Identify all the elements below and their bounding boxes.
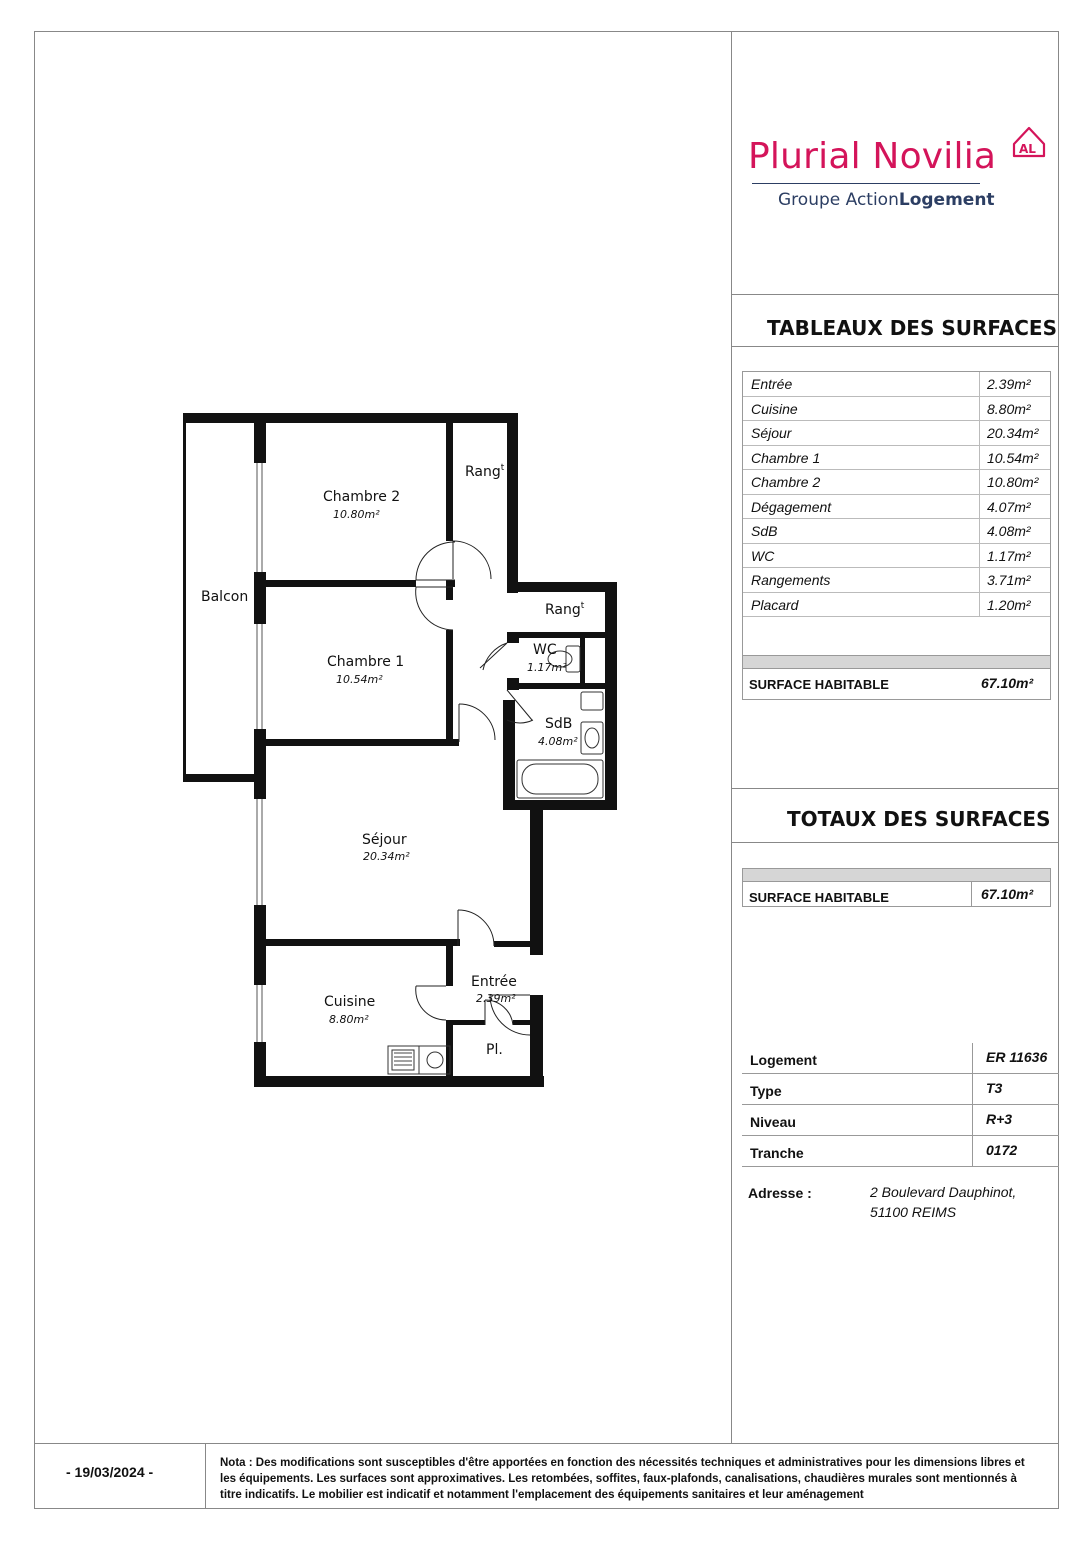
surface-row: [743, 470, 1050, 495]
info-label: Logement: [750, 1052, 817, 1068]
surface-value: 4.07m²: [987, 498, 1031, 515]
wc-label: WC: [533, 642, 557, 658]
sidebar-divider: [731, 31, 732, 1443]
surface-row: [743, 593, 1050, 618]
info-row: [742, 1105, 1059, 1136]
sdb-label: SdB: [545, 716, 573, 732]
surfaces-table: [742, 371, 1051, 700]
totals-table: [742, 868, 1051, 907]
surfaces-gray-band: [743, 656, 1050, 669]
surfaces-title: TABLEAUX DES SURFACES: [767, 316, 1057, 340]
info-value: ER 11636: [986, 1049, 1048, 1065]
footer-note: Nota : Des modifications sont susceptibles d'être apportées en fonction des nécessités techniques et administratives pour les dimensions libres et les équipements. Les surfaces sont approximatives. Les retombées, soffites, faux-plafonds, canalisations, chaudières murales sont mentionnés à titre indicatifs. Le mobilier est indicatif et notamment l'emplacement des équipements sanitaires et leur aménagement: [220, 1457, 1025, 1501]
surface-value: 20.34m²: [987, 425, 1039, 441]
wc-area: 1.17m²: [527, 661, 567, 674]
brand-group-suffix: Logement: [898, 190, 995, 210]
info-label: Tranche: [750, 1145, 804, 1161]
chambre2-label: Chambre 2: [323, 489, 401, 505]
surface-row: [743, 568, 1050, 593]
totals-section-divider: [731, 788, 1059, 789]
totals-row: [743, 882, 1050, 906]
plan-doors: [416, 541, 533, 1035]
surfaces-blank-row: [743, 617, 1050, 656]
totals-title: TOTAUX DES SURFACES: [787, 807, 1051, 831]
surface-row: [743, 397, 1050, 422]
plan-fixtures: [388, 646, 603, 1074]
surface-name: WC: [751, 547, 775, 564]
surface-row: [743, 519, 1050, 544]
info-row: [742, 1043, 1059, 1074]
info-value: R+3: [986, 1111, 1013, 1127]
logo-rule: [752, 183, 980, 184]
surface-name: SdB: [751, 523, 778, 539]
footer-column-divider: [205, 1443, 206, 1509]
info-row: [742, 1074, 1059, 1105]
totals-value: 67.10m²: [981, 886, 1034, 902]
logo-section-divider: [731, 294, 1059, 295]
balcon-label: Balcon: [201, 589, 249, 605]
info-label: Type: [750, 1083, 782, 1099]
address-line2: 51100 REIMS: [870, 1204, 957, 1220]
surface-row: [743, 446, 1050, 471]
surface-name: Placard: [751, 596, 799, 613]
surfaces-total-label: SURFACE HABITABLE: [749, 677, 889, 692]
plan-walls: [183, 413, 617, 1087]
sejour-label: Séjour: [362, 832, 407, 848]
surface-row: [743, 372, 1050, 397]
surfaces-total-row: [743, 669, 1050, 699]
brand-group: [778, 190, 995, 210]
surface-name: Cuisine: [751, 400, 798, 417]
surface-value: 2.39m²: [987, 376, 1031, 392]
surface-name: Entrée: [751, 376, 793, 392]
sdb-area: 4.08m²: [538, 735, 578, 748]
cuisine-area: 8.80m²: [329, 1013, 369, 1026]
brand-logo-text: Plurial Novilia: [748, 136, 997, 177]
entree-label: Entrée: [471, 974, 517, 990]
chambre2-area: 10.80m²: [333, 508, 380, 521]
surface-name: Séjour: [751, 425, 792, 441]
surface-value: 4.08m²: [987, 523, 1031, 539]
entree-area: 2.39m²: [476, 992, 516, 1005]
surface-value: 3.71m²: [987, 572, 1031, 588]
info-value: 0172: [986, 1142, 1018, 1158]
surface-value: 1.20m²: [987, 596, 1031, 613]
plan-sink-grid: [394, 1053, 412, 1065]
totals-gray-band: [743, 869, 1050, 882]
surfaces-total-value: 67.10m²: [981, 675, 1034, 691]
surface-name: Dégagement: [751, 498, 832, 515]
surface-name: Chambre 1: [751, 449, 821, 466]
brand-group-prefix: Groupe Action: [778, 190, 899, 210]
info-value: T3: [986, 1080, 1003, 1096]
logo-mark-text: AL: [1019, 142, 1036, 156]
rangement2-label: Rang$^t$: [545, 601, 585, 618]
chambre1-label: Chambre 1: [327, 654, 405, 670]
footer-divider: [34, 1443, 1059, 1444]
surface-name: Chambre 2: [751, 474, 821, 490]
surface-value: 10.80m²: [987, 474, 1039, 490]
address-line1: 2 Boulevard Dauphinot,: [870, 1184, 1017, 1200]
rangement1-label: Rang$^t$: [465, 463, 505, 480]
surface-row: [743, 544, 1050, 569]
surface-value: 8.80m²: [987, 400, 1031, 417]
surfaces-title-divider: [731, 346, 1059, 347]
housing-info-table: [742, 1043, 1059, 1167]
address-label: Adresse :: [748, 1185, 812, 1201]
surface-value: 10.54m²: [987, 449, 1039, 466]
plan-date: - 19/03/2024 -: [66, 1464, 154, 1480]
totals-label: SURFACE HABITABLE: [749, 890, 889, 905]
action-logement-logo-icon: [1010, 122, 1048, 162]
surface-row: [743, 421, 1050, 446]
placard-label: Pl.: [486, 1042, 503, 1058]
surface-name: Rangements: [751, 572, 831, 588]
cuisine-label: Cuisine: [324, 994, 376, 1010]
sejour-area: 20.34m²: [363, 850, 410, 863]
info-label: Niveau: [750, 1114, 796, 1130]
info-row: [742, 1136, 1059, 1167]
surface-value: 1.17m²: [987, 547, 1031, 564]
surface-row: [743, 495, 1050, 520]
chambre1-area: 10.54m²: [336, 673, 383, 686]
totals-title-divider: [731, 842, 1059, 843]
